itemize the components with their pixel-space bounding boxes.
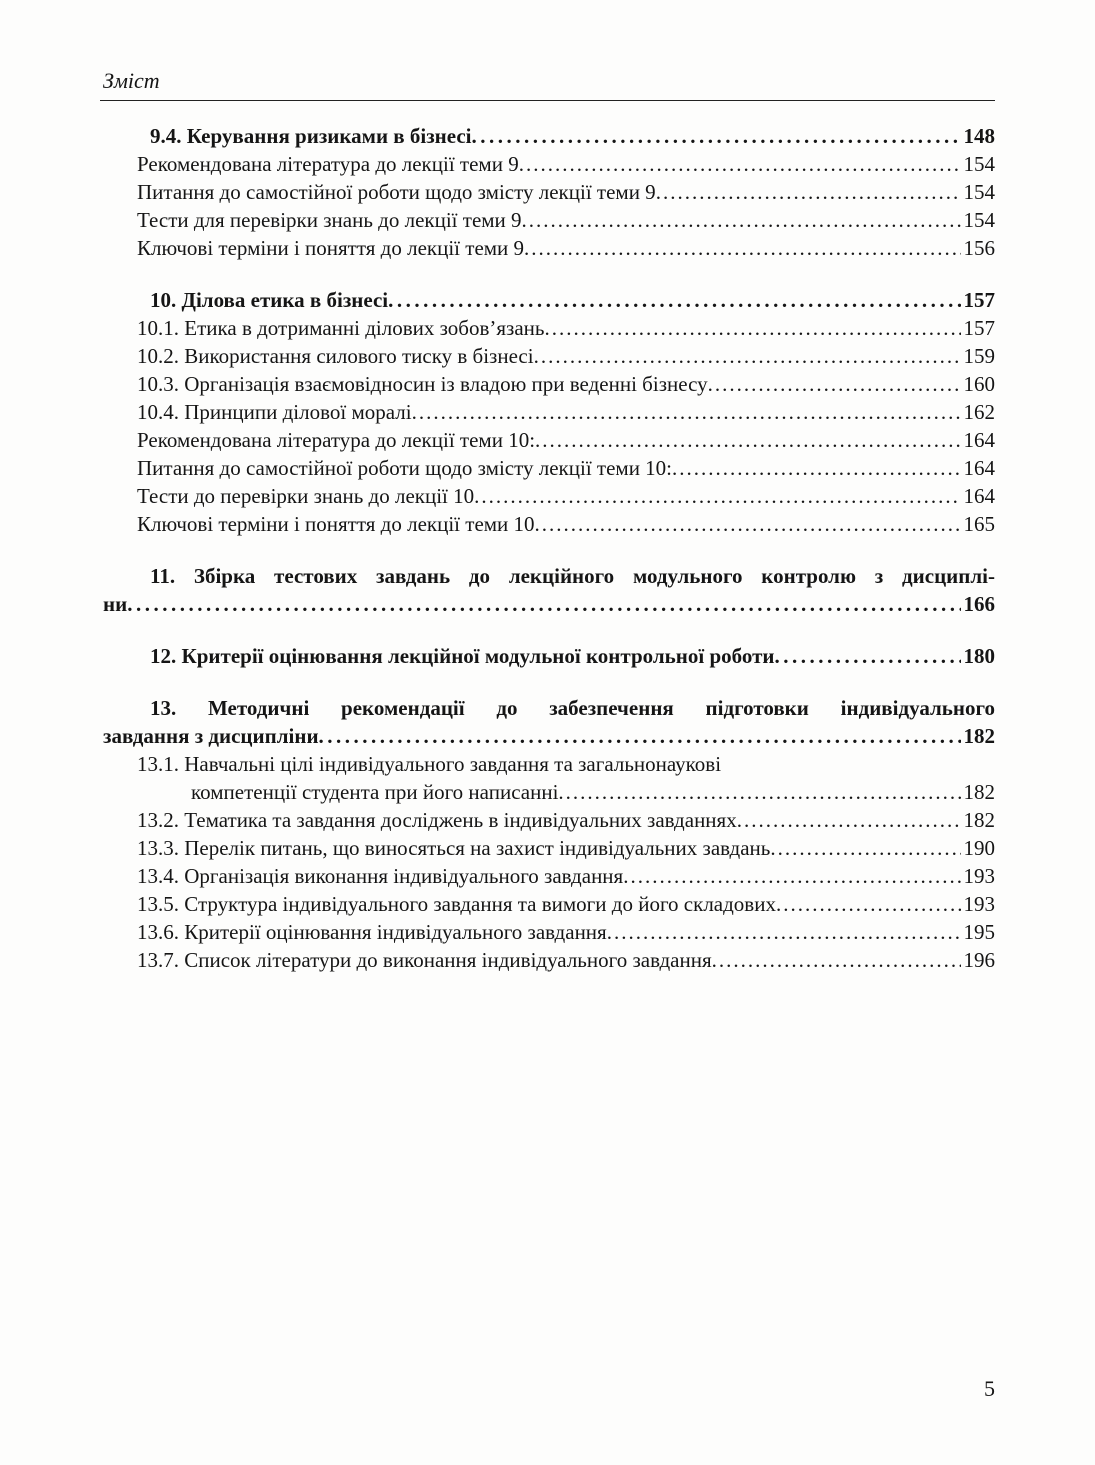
- toc-entry-text: компетенції студента при його написанні: [191, 780, 559, 804]
- toc-entry-text: 9.4. Керування ризиками в бізнесі: [150, 124, 472, 148]
- dot-leader: [672, 454, 960, 482]
- toc-row: [103, 722, 995, 750]
- toc-row: [103, 918, 995, 946]
- dot-leader: [534, 342, 961, 370]
- toc-entry-text: 13.6. Критерії оцінювання індивідуального завдання: [137, 920, 607, 944]
- toc-row: [103, 286, 995, 314]
- dot-leader: [474, 482, 960, 510]
- dot-leader: [775, 642, 961, 670]
- toc-list: [103, 122, 995, 974]
- toc-entry-text: 13.5. Структура індивідуального завдання та вимоги до його складових: [137, 892, 776, 916]
- toc-entry-text: Питання до самостійної роботи щодо змісту лекції теми 9: [137, 180, 656, 204]
- toc-entry-text: 10.3. Організація взаємовідносин із владою при веденні бізнесу: [137, 372, 708, 396]
- toc-entry-text: Рекомендована література до лекції теми 10:: [137, 428, 536, 452]
- toc-entry-text: 10.1. Етика в дотриманні ділових зобов’язань: [137, 316, 545, 340]
- toc-row: [103, 694, 995, 722]
- toc-row: [103, 890, 995, 918]
- dot-leader: [737, 806, 961, 834]
- dot-leader: [522, 206, 961, 234]
- dot-leader: [558, 778, 960, 806]
- toc-entry-text: Ключові терміни і поняття до лекції теми 10: [137, 512, 535, 536]
- toc-entry-text: 13. Методичні рекомендації до забезпечення підготовки індивідуального: [150, 696, 995, 720]
- dot-leader: [708, 370, 961, 398]
- page-number-footer: 5: [984, 1376, 995, 1401]
- toc-entry-text: 13.7. Список літератури до виконання індивідуального завдання: [137, 948, 712, 972]
- toc-row: [103, 778, 995, 806]
- toc-row: [103, 454, 995, 482]
- toc-row: [103, 946, 995, 974]
- toc-page-number: 195: [963, 920, 995, 944]
- toc-row: [103, 642, 995, 670]
- toc-page-number: 166: [963, 592, 995, 616]
- dot-leader: [776, 890, 961, 918]
- dot-leader: [535, 510, 961, 538]
- toc-row: [103, 370, 995, 398]
- toc-page-number: 164: [963, 484, 995, 508]
- dot-leader: [388, 286, 960, 314]
- toc-entry-text: 13.3. Перелік питань, що виносяться на захист індивідуальних завдань: [137, 836, 771, 860]
- toc-page-number: 164: [963, 456, 995, 480]
- toc-entry-text: 10.2. Використання силового тиску в бізнесі: [137, 344, 534, 368]
- toc-page-number: 148: [963, 124, 995, 148]
- toc-row: [103, 150, 995, 178]
- header-rule: [100, 100, 995, 101]
- toc-row: [103, 862, 995, 890]
- toc-entry-text: 13.2. Тематика та завдання досліджень в індивідуальних завданнях: [137, 808, 737, 832]
- toc-row: [103, 806, 995, 834]
- toc-page-number: 154: [963, 208, 995, 232]
- toc-page-number: 196: [963, 948, 995, 972]
- toc-row: [103, 834, 995, 862]
- dot-leader: [519, 150, 961, 178]
- dot-leader: [623, 862, 960, 890]
- toc-entry-text: 12. Критерії оцінювання лекційної модульної контрольної роботи: [150, 644, 775, 668]
- toc-page-number: 160: [963, 372, 995, 396]
- toc-page-number: 182: [963, 724, 995, 748]
- toc-entry-text: 13.4. Організація виконання індивідуального завдання: [137, 864, 624, 888]
- toc-row: [103, 314, 995, 342]
- toc-page-number: 154: [963, 180, 995, 204]
- toc-page-number: 157: [963, 288, 995, 312]
- toc-page-number: 165: [963, 512, 995, 536]
- toc-row: [103, 398, 995, 426]
- toc-entry-text: 10.4. Принципи ділової моралі: [137, 400, 412, 424]
- toc-row: [103, 342, 995, 370]
- toc-entry-text: 11. Збірка тестових завдань до лекційного модульного контролю з дисциплі-: [150, 564, 995, 588]
- toc-entry-text: 10. Ділова етика в бізнесі: [150, 288, 389, 312]
- dot-leader: [524, 234, 960, 262]
- toc-row: [103, 562, 995, 590]
- dot-leader: [472, 122, 961, 150]
- toc-page-number: 190: [963, 836, 995, 860]
- toc-row: [103, 426, 995, 454]
- toc-page-number: 182: [963, 780, 995, 804]
- toc-entry-text: Тести до перевірки знань до лекції 10: [137, 484, 475, 508]
- toc-row: [103, 234, 995, 262]
- toc-row: [103, 122, 995, 150]
- dot-leader: [607, 918, 961, 946]
- toc-row: [103, 206, 995, 234]
- toc-page-number: 162: [963, 400, 995, 424]
- toc-row: [103, 590, 995, 618]
- toc-row: [103, 482, 995, 510]
- toc-entry-text: Ключові терміни і поняття до лекції теми 9: [137, 236, 525, 260]
- toc-entry-text: ни: [103, 592, 128, 616]
- toc-page-number: 193: [963, 892, 995, 916]
- toc-entry-text: Рекомендована література до лекції теми 9: [137, 152, 519, 176]
- dot-leader: [656, 178, 961, 206]
- toc-row: [103, 178, 995, 206]
- dot-leader: [712, 946, 961, 974]
- toc-page-number: 159: [963, 344, 995, 368]
- dot-leader: [319, 722, 961, 750]
- dot-leader: [544, 314, 960, 342]
- toc-page-number: 156: [963, 236, 995, 260]
- toc-page-number: 182: [963, 808, 995, 832]
- dot-leader: [127, 590, 960, 618]
- toc-page-number: 180: [963, 644, 995, 668]
- toc-row: [103, 510, 995, 538]
- toc-page-number: 193: [963, 864, 995, 888]
- toc-entry-text: Тести для перевірки знань до лекції теми 9: [137, 208, 522, 232]
- toc-entry-text: завдання з дисципліни: [103, 724, 319, 748]
- toc-page-number: 154: [963, 152, 995, 176]
- toc-entry-text: Питання до самостійної роботи щодо змісту лекції теми 10:: [137, 456, 673, 480]
- dot-leader: [412, 398, 961, 426]
- toc-page-number: 164: [963, 428, 995, 452]
- toc-row: [103, 750, 995, 778]
- dot-leader: [535, 426, 960, 454]
- page-title: Зміст: [103, 68, 160, 93]
- toc-entry-text: 13.1. Навчальні цілі індивідуального завдання та загальнонаукові: [137, 752, 722, 776]
- dot-leader: [770, 834, 960, 862]
- toc-page-number: 157: [963, 316, 995, 340]
